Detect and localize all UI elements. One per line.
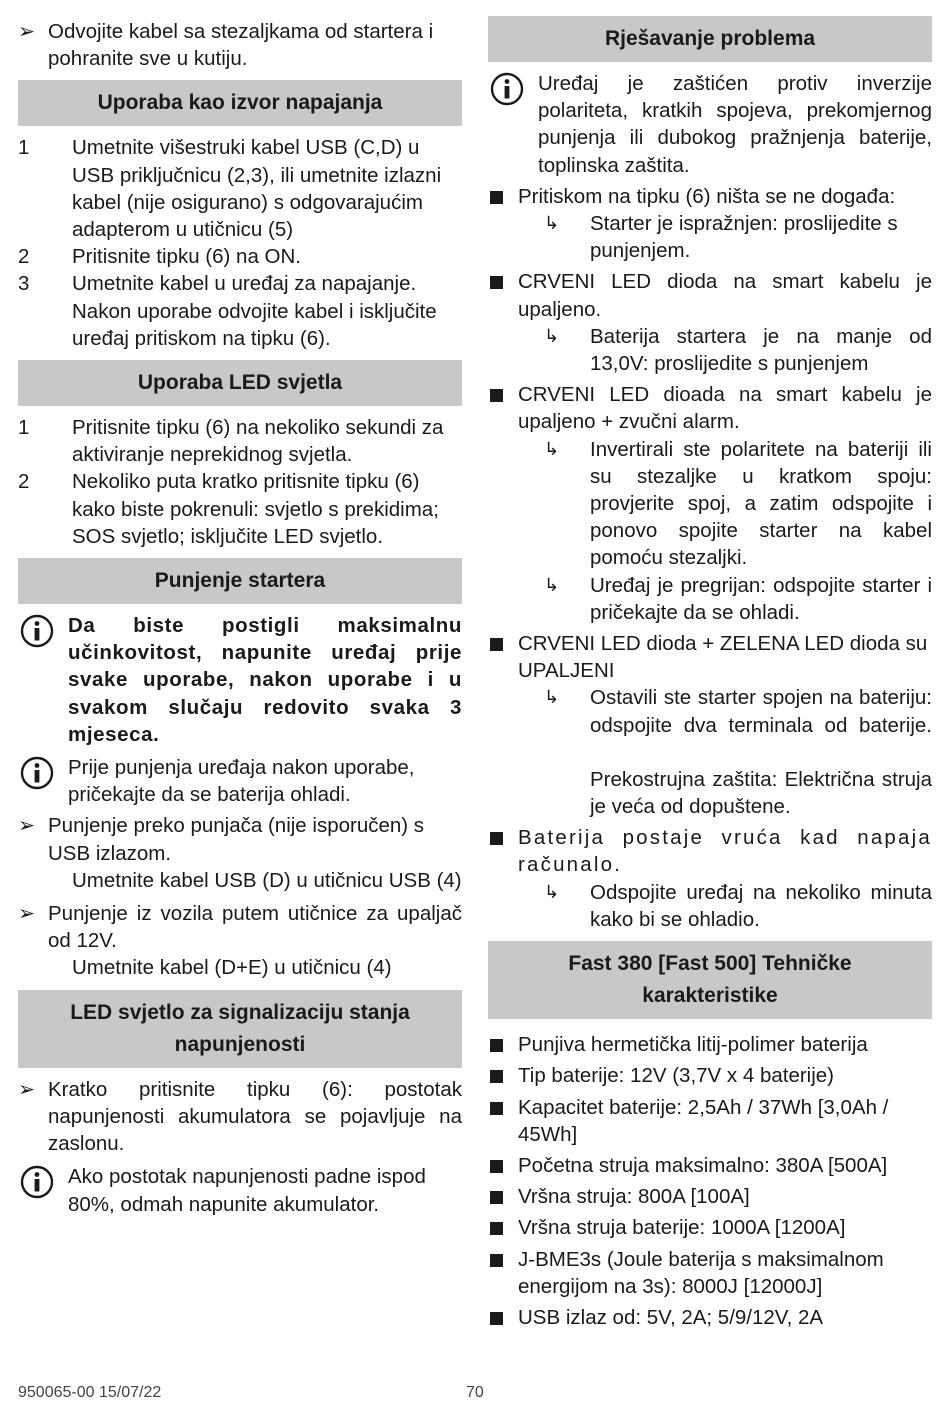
sub-text: Uređaj je pregrijan: odspojite starter i pričekajte da se ohladi. [590, 573, 932, 624]
numbered-item [18, 270, 462, 352]
square-bullet-icon [490, 1254, 503, 1267]
arrow-bullet-icon: ➢ [18, 1077, 36, 1101]
item-text: Baterija postaje vruća kad napaja računalo. [518, 826, 932, 877]
spec-text: Kapacitet baterije: 2,5Ah / 37Wh [3,0Ah / 45Wh] [518, 1095, 889, 1146]
info-icon [20, 1165, 54, 1199]
item-text: Umetnite kabel u uređaj za napajanje. Nakon uporabe odvojite kabel i isključite uređaj pritiskom na tipku (6). [72, 272, 437, 350]
list-item [488, 183, 932, 210]
square-bullet-icon [490, 638, 503, 651]
item-number: 3 [18, 272, 30, 296]
info-note [18, 754, 462, 808]
section-heading: LED svjetlo za signalizaciju stanja napunjenosti [18, 990, 462, 1068]
numbered-item [18, 134, 462, 243]
item-number: 1 [18, 136, 30, 160]
section-heading: Uporaba kao izvor napajanja [18, 80, 462, 126]
spec-text: J-BME3s (Joule baterija s maksimalnom energijom na 3s): 8000J [12000J] [518, 1247, 884, 1298]
list-item [18, 18, 462, 72]
section-heading: Fast 380 [Fast 500] Tehničke karakteristike [488, 941, 932, 1019]
square-bullet-icon [490, 191, 503, 204]
arrow-bullet-icon: ➢ [18, 814, 36, 838]
section-heading: Punjenje startera [18, 558, 462, 604]
item-text: Punjenje iz vozila putem utičnice za upaljač od 12V. [48, 902, 462, 953]
spec-item [488, 1183, 932, 1210]
return-arrow-icon: ↳ [544, 438, 560, 459]
item-text: Umetnite višestruki kabel USB (C,D) u USB priključnicu (2,3), ili umetnite izlazni kabel (nije osigurano) s odgovarajućim adapterom u utičnicu (5) [72, 136, 442, 242]
sub-text: Invertirali ste polaritete na bateriji ili su stezaljke u kratkom spoju: provjerite spoj, a zatim odspojite i ponovo spojite starter na kabel pomoću stezaljki. [590, 437, 932, 570]
spec-text: Početna struja maksimalno: 380A [500A] [518, 1153, 888, 1177]
numbered-item [18, 243, 462, 270]
spec-item [488, 1031, 932, 1058]
spec-text: Punjiva hermetička litij-polimer baterija [518, 1033, 868, 1057]
info-icon [20, 614, 54, 648]
list-item [488, 824, 932, 878]
item-text: Punjenje preko punjača (nije isporučen) s USB izlazom. [48, 814, 425, 865]
numbered-item [18, 468, 462, 550]
sub-text: Starter je ispražnjen: proslijedite s punjenjem. [590, 212, 898, 263]
spec-item [488, 1246, 932, 1300]
return-arrow-icon: ↳ [544, 574, 560, 595]
return-arrow-icon: ↳ [544, 213, 560, 234]
arrow-bullet-icon: ➢ [18, 902, 36, 926]
sub-text: Umetnite kabel USB (D) u utičnicu USB (4) [72, 868, 462, 892]
square-bullet-icon [490, 1160, 503, 1173]
info-note [18, 612, 462, 748]
item-text: Pritisnite tipku (6) na nekoliko sekundi za aktiviranje neprekidnog svjetla. [72, 416, 444, 467]
sub-item [488, 879, 932, 933]
sub-item [488, 572, 932, 626]
sub-item [488, 684, 932, 738]
item-text: CRVENI LED dioda na smart kabelu je upaljeno. [518, 270, 932, 321]
spec-text: Vršna struja: 800A [100A] [518, 1185, 750, 1209]
item-text: CRVENI LED dioda + ZELENA LED dioda su UPALJENI [518, 632, 928, 683]
spec-item [488, 1062, 932, 1089]
arrow-bullet-icon: ➢ [18, 20, 36, 43]
item-text: Odvojite kabel sa stezaljkama od startera i pohranite sve u kutiju. [48, 20, 434, 71]
sub-item [488, 210, 932, 264]
square-bullet-icon [490, 1070, 503, 1083]
sub-text: Prekostrujna zaštita: Električna struja je veća od dopuštene. [590, 767, 932, 819]
return-arrow-icon: ↳ [544, 881, 560, 902]
spec-item [488, 1094, 932, 1148]
info-text: Prije punjenja uređaja nakon uporabe, pričekajte da se baterija ohladi. [68, 756, 415, 807]
return-arrow-icon: ↳ [544, 325, 560, 346]
sub-text: Odspojite uređaj na nekoliko minuta kako bi se ohladio. [590, 880, 932, 931]
info-note [488, 70, 932, 179]
sub-text: Ostavili ste starter spojen na bateriju: odspojite dva terminala od baterije. [590, 686, 932, 737]
list-item [18, 812, 462, 866]
sub-item [488, 436, 932, 572]
square-bullet-icon [490, 1191, 503, 1204]
section-heading: Rješavanje problema [488, 16, 932, 62]
square-bullet-icon [490, 1102, 503, 1115]
square-bullet-icon [490, 276, 503, 289]
item-text: Pritiskom na tipku (6) ništa se ne događa: [518, 184, 896, 208]
list-item [18, 1076, 462, 1158]
info-text: Uređaj je zaštićen protiv inverzije polariteta, kratkih spojeva, prekomjernog punjenja ili dubokog pražnjenja baterije, toplinska zaštita. [538, 72, 932, 177]
list-item [488, 268, 932, 322]
square-bullet-icon [490, 1222, 503, 1235]
info-icon [490, 72, 524, 106]
list-item [488, 630, 932, 684]
square-bullet-icon [490, 832, 503, 845]
sub-text: Umetnite kabel (D+E) u utičnicu (4) [72, 956, 392, 980]
sub-text: Baterija startera je na manje od 13,0V: proslijedite s punjenjem [590, 324, 932, 376]
page-number: 70 [466, 1384, 484, 1401]
left-column [18, 16, 462, 1222]
spec-text: Vršna struja baterije: 1000A [1200A] [518, 1216, 846, 1240]
spec-text: Tip baterije: 12V (3,7V x 4 baterije) [518, 1064, 835, 1088]
spec-item [488, 1152, 932, 1179]
item-text: Pritisnite tipku (6) na ON. [72, 245, 301, 269]
return-arrow-icon: ↳ [544, 687, 560, 708]
item-number: 1 [18, 416, 30, 440]
sub-item [488, 323, 932, 377]
numbered-item [18, 414, 462, 468]
info-icon [20, 756, 54, 790]
square-bullet-icon [490, 1312, 503, 1325]
info-text: Da biste postigli maksimalnu učinkovitost, napunite uređaj prije svake uporabe, nakon uporabe i u svakom slučaju redovito svaka 3 mjeseca. [68, 614, 462, 746]
item-number: 2 [18, 470, 30, 494]
info-note [18, 1163, 462, 1217]
item-number: 2 [18, 245, 30, 269]
square-bullet-icon [490, 389, 503, 402]
square-bullet-icon [490, 1039, 503, 1052]
spec-item [488, 1214, 932, 1241]
item-text: Kratko pritisnite tipku (6): postotak napunjenosti akumulatora se pojavljuje na zaslonu. [48, 1077, 462, 1156]
right-column [488, 16, 932, 1331]
section-heading: Uporaba LED svjetla [18, 360, 462, 406]
item-text: CRVENI LED dioada na smart kabelu je upaljeno + zvučni alarm. [518, 383, 932, 434]
sub-item-extra [488, 766, 932, 820]
footer-code: 950065-00 15/07/22 [18, 1384, 162, 1401]
item-text: Nekoliko puta kratko pritisnite tipku (6) kako biste pokrenuli: svjetlo s prekidima; SOS svjetlo; isključite LED svjetlo. [72, 470, 439, 548]
spec-item [488, 1304, 932, 1331]
list-item [488, 381, 932, 435]
spec-text: USB izlaz od: 5V, 2A; 5/9/12V, 2A [518, 1305, 824, 1329]
list-item [18, 900, 462, 954]
info-text: Ako postotak napunjenosti padne ispod 80%, odmah napunite akumulator. [68, 1165, 426, 1216]
